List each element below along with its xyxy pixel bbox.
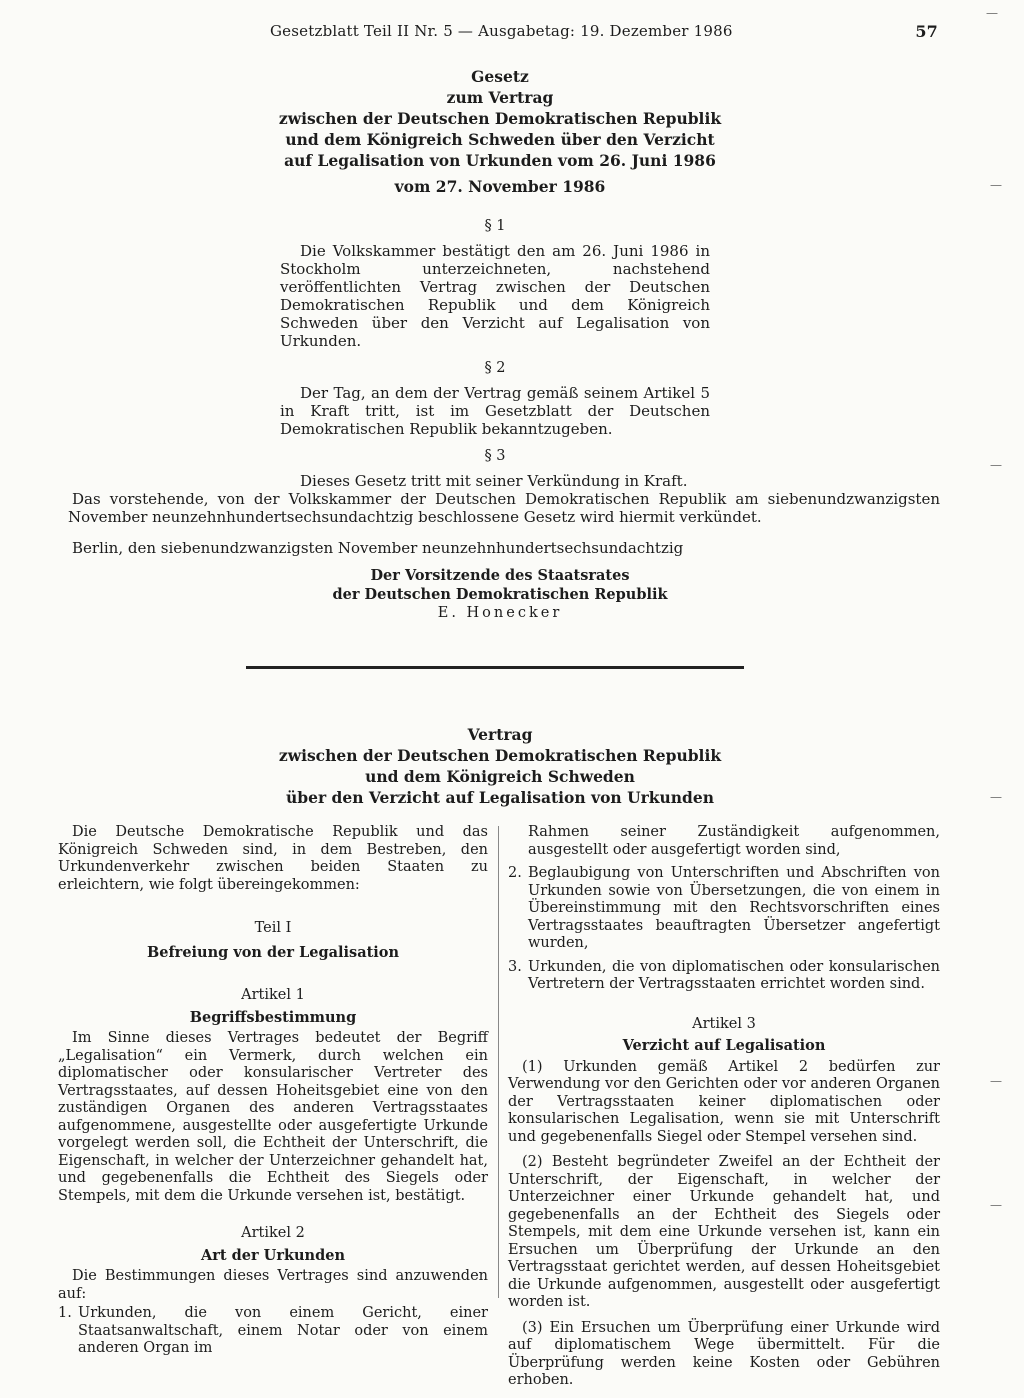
list-number: 2.: [508, 865, 522, 881]
right-column: [508, 824, 940, 1398]
treaty-title: [260, 724, 740, 808]
section-heading: § 1: [484, 218, 506, 234]
law-date: vom 27. November 1986: [394, 177, 606, 196]
section-text: Dieses Gesetz tritt mit seiner Verkündung in Kraft.: [300, 472, 688, 490]
running-title: Gesetzblatt Teil II Nr. 5 — Ausgabetag: 19. Dezember 1986: [270, 22, 733, 40]
law-title-line: zwischen der Deutschen Demokratischen Republik: [278, 109, 722, 128]
list-number: 3.: [508, 958, 522, 975]
section-text: Die Volkskammer bestätigt den am 26. Juni 1986 in Stockholm unterzeichneten, nachstehend veröffentlichten Vertrag zwischen der Deutschen Demokratischen Republik und dem Königreich Schweden über den Verzicht auf Legalisation von Urkunden.: [280, 242, 710, 350]
promulgation: [68, 490, 940, 570]
list-text: Rahmen seiner Zuständigkeit aufgenommen, ausgestellt oder ausgefertigt worden sind,: [528, 824, 940, 858]
article-1-title: Begriffsbestimmung: [189, 1008, 357, 1026]
treaty-title-line: und dem Königreich Schweden: [365, 767, 635, 786]
scan-mark: —: [986, 6, 998, 20]
article-1-text: Im Sinne dieses Vertrages bedeutet der Begriff „Legalisation“ ein Vermerk, durch welchen ein diplomatischer oder konsularischer Vertreter des Vertragsstaates, auf dessen Hoheitsgebiet eine von den zuständigen Organen des anderen Vertragsstaates aufgenommene, ausgestellte oder ausgefertigte Urkunde vorgelegt werden soll, die Echtheit der Unterschrift, die Eigenschaft, in welcher der Unterzeichner gehandelt hat, und gegebenenfalls die Echtheit des Siegels oder Stempels, mit dem die Urkunde versehen ist, bestätigt.: [58, 1030, 488, 1204]
article-3-paragraph-1: (1) Urkunden gemäß Artikel 2 bedürfen zur Verwendung vor den Gerichten oder vor anderen Organen der Vertragsstaaten keiner diplomatischen oder konsularischen Legalisation, wenn sie mit Unterschrift und gegebenenfalls Siegel oder Stempel versehen sind.: [508, 1058, 940, 1145]
article-3-paragraph-3: (3) Ein Ersuchen um Überprüfung einer Urkunde wird auf diplomatischem Wege übermittelt. Für die Überprüfung werden keine Kosten oder Gebühren erhoben.: [508, 1319, 940, 1388]
scan-mark: —: [990, 1198, 1002, 1212]
signature-title-2: der Deutschen Demokratischen Republik: [332, 586, 668, 603]
article-3-paragraph-2: (2) Besteht begründeter Zweifel an der Echtheit der Unterschrift, der Eigenschaft, in welcher der Unterzeichner einer Urkunde gehandelt hat, und gegebenenfalls an der Echtheit des Siegels oder Stempels, mit dem eine Urkunde versehen ist, kann ein Ersuchen um Überprüfung der Urkunde an den Vertragsstaat gerichtet werden, auf dessen Hoheitsgebiet die Urkunde aufgenommen, ausgestellt oder ausgefertigt worden ist.: [508, 1154, 940, 1310]
law-sections: [280, 218, 710, 500]
law-title-line: und dem Königreich Schweden über den Verzicht: [285, 130, 715, 149]
article-2-intro: Die Bestimmungen dieses Vertrages sind anzuwenden auf:: [58, 1268, 488, 1302]
promulgation-place-date: Berlin, den siebenundzwanzigsten November neunzehnhundertsechsundachtzig: [72, 539, 684, 557]
left-column: [58, 824, 488, 1364]
list-text: Urkunden, die von diplomatischen oder konsularischen Vertretern der Vertragsstaaten errichtet worden sind.: [528, 958, 940, 992]
treaty-preamble: Die Deutsche Demokratische Republik und das Königreich Schweden sind, in dem Bestreben, den Urkundenverkehr zwischen beiden Staaten zu erleichtern, wie folgt übereingekommen:: [58, 824, 488, 893]
scan-mark: —: [990, 458, 1002, 472]
list-item: [508, 865, 940, 953]
treaty-title-line: zwischen der Deutschen Demokratischen Republik: [278, 746, 722, 765]
promulgation-text: Das vorstehende, von der Volkskammer der Deutschen Demokratischen Republik am siebenundzwanzigsten November neunzehnhundertsechsundachtzig beschlossene Gesetz wird hiermit verkündet.: [68, 490, 940, 526]
law-title-line: zum Vertrag: [446, 88, 554, 107]
section-heading: § 3: [484, 448, 506, 464]
list-item-continued: [508, 824, 940, 859]
article-3-label: Artikel 3: [692, 1015, 756, 1032]
scan-mark: —: [990, 178, 1002, 192]
part-label: Teil I: [254, 920, 292, 936]
article-1-label: Artikel 1: [241, 987, 305, 1003]
column-divider: [498, 826, 499, 1298]
section-heading: § 2: [484, 360, 506, 376]
part-title: Befreiung von der Legalisation: [146, 943, 400, 961]
signatory-name: E. Honecker: [437, 605, 563, 621]
signature-title-1: Der Vorsitzende des Staatsrates: [370, 567, 630, 584]
list-text: Beglaubigung von Unterschriften und Abschriften von Urkunden sowie von Übersetzungen, die von einem in Übereinstimmung mit den Rechtsvorschriften eines Vertragsstaates beauftragten Übersetzer angefertigt wurden,: [528, 865, 940, 951]
article-2-label: Artikel 2: [241, 1225, 305, 1241]
list-item: [58, 1305, 488, 1358]
page-number: 57: [915, 22, 938, 41]
law-title: [260, 66, 740, 171]
page-header: [270, 22, 938, 40]
law-title-line: auf Legalisation von Urkunden vom 26. Juni 1986: [284, 151, 716, 170]
list-number: 1.: [58, 1305, 72, 1321]
signature-block: [300, 566, 700, 623]
list-item: [508, 959, 940, 994]
list-text: Urkunden, die von einem Gericht, einer Staatsanwaltschaft, einem Notar oder von einem anderen Organ im: [78, 1305, 488, 1356]
treaty-title-line: Vertrag: [467, 725, 533, 744]
article-2-title: Art der Urkunden: [200, 1246, 345, 1264]
treaty-title-line: über den Verzicht auf Legalisation von Urkunden: [285, 788, 715, 807]
scan-mark: —: [990, 790, 1002, 804]
article-3-title: Verzicht auf Legalisation: [622, 1037, 826, 1054]
law-title-line: Gesetz: [471, 67, 529, 86]
section-text: Der Tag, an dem der Vertrag gemäß seinem Artikel 5 in Kraft tritt, ist im Gesetzblatt der Deutschen Demokratischen Republik bekanntzugeben.: [280, 384, 710, 438]
section-divider: [246, 666, 744, 669]
scan-mark: —: [990, 1074, 1002, 1088]
